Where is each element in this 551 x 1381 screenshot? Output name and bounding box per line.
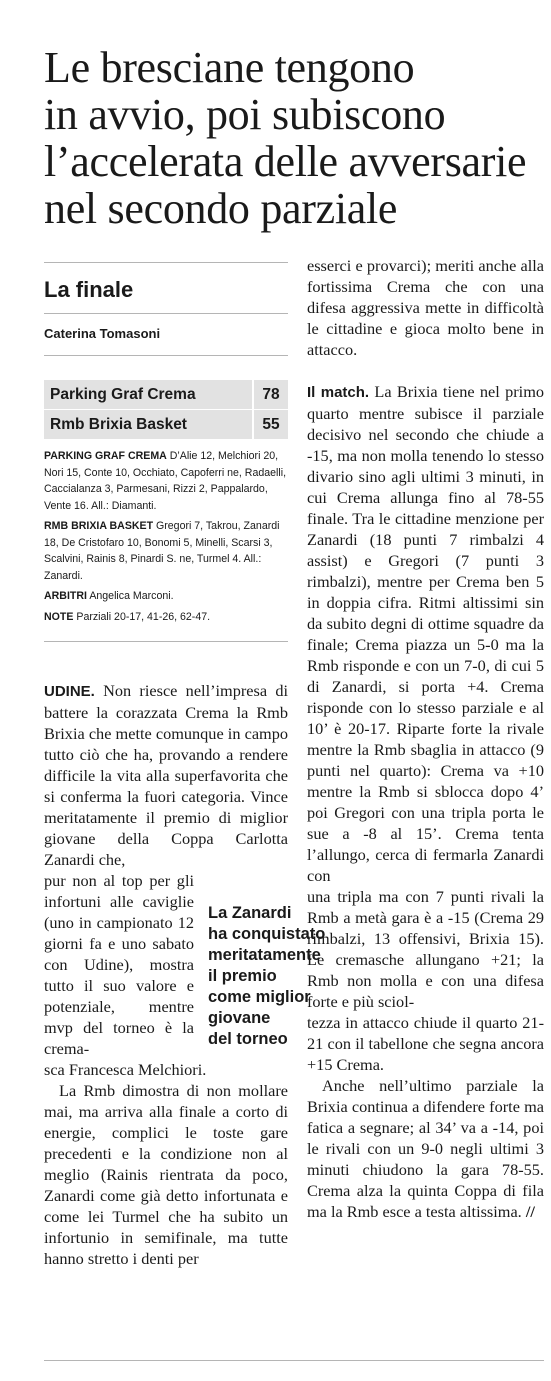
lineup-text: Gregori 7, Takrou, Zanardi 18, De Cristofaro 10, Bonomi 5, Minelli, Scarsi 3, Scalvini, Rainis 8, Pinardi S. ne, Turmel 4. All.: Zanardi. (44, 520, 280, 582)
pull-quote-line: giovane (208, 1009, 271, 1027)
referees (44, 588, 288, 605)
paragraph-text: Anche nell’ultimo parziale la Brixia continua a difendere forte ma fatica a segnare; al 34’ va a -14, poi le rivali con un 9-0 negli ultimi 3 minuti chiudono la gara 78-55. Crema alza la quinta Coppa di fila ma la Rmb esce a testa altissima. (307, 1076, 544, 1221)
article-paragraph: La Rmb dimostra di non mollare mai, ma arriva alla finale a corto di energie, complici le toste gare precedenti e la condizione non al meglio (Rainis rientrata da poco, Zanardi come già detto infortunata e come lei Turmel che ha subito un infortunio in semifinale, ma tutte hanno stretto i denti per (44, 1081, 288, 1268)
article-paragraph-wrapped: pur non al top per gli infortuni alle caviglie (uno in campionato 12 giorni fa e uno sabato con Udine), mostra tutto il suo valore e potenziale, mentre mvp del torneo è la crema- (44, 871, 194, 1058)
spacer (307, 360, 544, 381)
section-title: La finale (44, 277, 134, 302)
score-row (44, 380, 288, 409)
author-byline: Caterina Tomasoni (44, 326, 161, 341)
paragraph-text: Non riesce nell’impresa di battere la corazzata Crema la Rmb Brixia che mette comunque in campo tutto ciò che ha, provando a rendere difficile la vita alla superfavorita che si conferma la fuori categoria. Vince meritatamente il premio di miglior giovane della Coppa Carlotta Zanardi che, (44, 681, 288, 869)
divider (44, 355, 288, 356)
headline-line: l’accelerata delle avversarie (44, 137, 527, 186)
pull-quote-line: ha conquistato (208, 925, 326, 943)
article-paragraph-continued: sca Francesca Melchiori. (44, 1060, 207, 1079)
pull-quote-line: del torneo (208, 1030, 288, 1048)
notes-label: NOTE (44, 610, 74, 623)
pull-quote-line: il premio (208, 967, 277, 985)
notes-text: Parziali 20-17, 41-26, 62-47. (73, 610, 211, 623)
lineup-label: RMB BRIXIA BASKET (44, 520, 154, 532)
subhead-match: Il match. (307, 384, 370, 401)
article-paragraph (307, 381, 544, 886)
notes (44, 609, 288, 626)
referees-text: Angelica Marconi. (86, 590, 174, 602)
article-paragraph (44, 680, 288, 870)
headline-line: nel secondo parziale (44, 184, 398, 233)
score-row (44, 409, 288, 439)
headline-line: in avvio, poi subiscono (44, 90, 446, 139)
pull-quote-line: La Zanardi (208, 904, 292, 922)
lineup-crema (44, 448, 288, 514)
pull-quote-line: come miglior (208, 988, 311, 1006)
box-score (44, 448, 288, 625)
pull-quote-line: meritatamente (208, 946, 321, 964)
divider (44, 262, 288, 263)
end-mark: // (521, 1202, 535, 1221)
team-name: Rmb Brixia Basket (50, 415, 187, 433)
score-table (44, 380, 288, 439)
divider (44, 641, 288, 642)
lineup-label: PARKING GRAF CREMA (44, 450, 167, 462)
article-paragraph: esserci e provarci); meriti anche alla fortissima Crema che con una difesa aggressiva mette in difficoltà le cittadine e gioca molto bene in attacco. (307, 256, 544, 359)
divider (44, 1360, 544, 1361)
headline (44, 44, 544, 232)
team-score: 78 (252, 380, 288, 409)
article-paragraph-continued: tezza in attacco chiude il quarto 21-21 con il tabellone che segna ancora +15 Crema. (307, 1013, 544, 1074)
lineup-rmb (44, 518, 288, 584)
article-paragraph-wrapped: una tripla ma con 7 punti rivali la Rmb a metà gara è a -15 (Crema 29 rimbalzi, 13 offensivi, Brixia 15). Le cremasche allungano +21; la Rmb non molla e con una difesa forte e più sciol- (307, 887, 544, 1011)
paragraph-text: La Brixia tiene nel primo quarto mentre subisce il parziale decisivo nel secondo che chiude a -15, ma non molla tenendo lo stesso divario sino agli ultimi 3 minuti, in cui Crema allunga fino al 78-55 finale. Tra le cittadine menzione per Zanardi (18 punti 7 rimbalzi 4 assist) e Gregori (7 punti 3 rimbalzi), mentre per Crema ben 5 in doppia cifra. Ritmi altissimi sin da subito degni di ottime squadre da finale; Crema piazza un 5-0 ma la Rmb risponde e con un 7-0, di cui 5 di Zanardi, si porta +4. Crema risponde con lo stesso parziale e al 10’ è 20-17. Riparte forte la rivale mentre la Rmb sbaglia in attacco (9 punti nel quarto): Crema va +10 mentre la Rmb si sblocca dopo 4’ poi Gregori con una tripla porta le sue a -8 al 15’. Crema tenta l’allungo, cerca di fermarla Zanardi con (307, 382, 544, 885)
dateline: UDINE. (44, 683, 95, 700)
headline-line: Le bresciane tengono (44, 43, 415, 92)
article-column-right (307, 255, 544, 1222)
sidebar-column (44, 262, 288, 642)
team-score: 55 (252, 410, 288, 439)
lineup-text: D’Alie 12, Melchiori 20, Nori 15, Conte 10, Occhiato, Capoferri ne, Radaelli, Caccialanza 3, Parmesani, Rizzi 2, Pappalardo, Vente 16. All.: Diamanti. (44, 450, 287, 512)
divider (44, 313, 288, 314)
article-paragraph (307, 1075, 544, 1222)
referees-label: ARBITRI (44, 590, 87, 602)
team-name: Parking Graf Crema (50, 385, 196, 403)
